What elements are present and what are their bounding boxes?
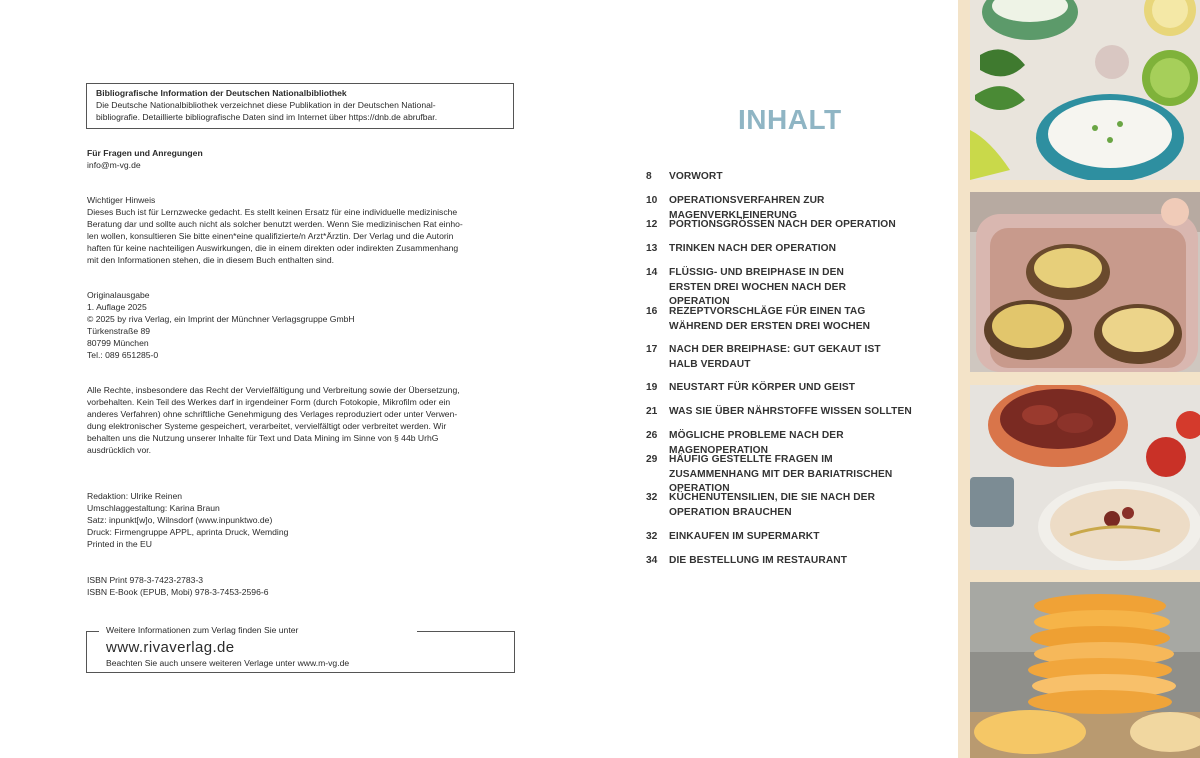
toc-page-number: 21 <box>646 406 658 417</box>
toc-page-number: 32 <box>646 531 658 542</box>
biblio-title: Bibliografische Information der Deutschen Nationalbibliothek <box>96 88 347 98</box>
toc-page-number: 34 <box>646 555 658 566</box>
tomato-dip-photo <box>970 385 1200 570</box>
toc-page-number: 10 <box>646 195 658 206</box>
toc-page-number: 13 <box>646 243 658 254</box>
toc-entry-title: KÜCHENUTENSILIEN, DIE SIE NACH DER OPERATION BRAUCHEN <box>669 492 876 518</box>
edition-line: 80799 München <box>87 337 149 348</box>
notice-line: Dieses Buch ist für Lernzwecke gedacht. Es stellt keinen Ersatz für eine individuelle medizinische <box>87 206 458 217</box>
info-caption: Weitere Informationen zum Verlag finden Sie unter <box>106 625 299 635</box>
biblio-line: Die Deutsche Nationalbibliothek verzeichnet diese Publikation in der Deutschen National- <box>96 99 436 110</box>
toc-page-number: 19 <box>646 382 658 393</box>
credits-line: Satz: inpunkt[w]o, Wilnsdorf (www.inpunktwo.de) <box>87 514 273 525</box>
credits-line: Umschlaggestaltung: Karina Braun <box>87 502 220 513</box>
notice-line: mit den Informationen stehen, die in diesem Buch enthalten sind. <box>87 254 334 265</box>
toc-entry-title: DIE BESTELLUNG IM RESTAURANT <box>669 555 848 566</box>
notice-title: Wichtiger Hinweis <box>87 195 156 205</box>
credits-line: Redaktion: Ulrike Reinen <box>87 491 183 501</box>
credits-block <box>87 491 514 551</box>
dip-bowl-photo <box>970 0 1200 180</box>
edition-line: Türkenstraße 89 <box>87 325 151 336</box>
notice-line: Beratung dar und sollte auch nicht als solcher benutzt werden. Wenn Sie medizinischen Rat einho- <box>87 218 463 229</box>
edition-line: Tel.: 089 651285-0 <box>87 349 159 360</box>
contact-block <box>87 148 514 172</box>
photo-strip <box>958 0 1200 758</box>
toc-entry-title: NACH DER BREIPHASE: GUT GEKAUT IST HALB VERDAUT <box>669 344 881 370</box>
toc-entry-title: HÄUFIG GESTELLTE FRAGEN IM ZUSAMMENHANG MIT DER BARIATRISCHEN OPERATION <box>669 454 893 494</box>
info-note: Beachten Sie auch unsere weiteren Verlage unter www.m-vg.de <box>106 658 350 668</box>
toc-entry-title: EINKAUFEN IM SUPERMARKT <box>669 531 820 542</box>
toc-page-number: 12 <box>646 219 658 230</box>
contact-title: Für Fragen und Anregungen <box>87 148 203 158</box>
baked-toast-photo <box>970 192 1200 372</box>
toc-entry-title: OPERATIONSVERFAHREN ZUR MAGENVERKLEINERUNG <box>669 195 825 221</box>
cheese-crisps-photo <box>970 582 1200 758</box>
contact-email: info@m-vg.de <box>87 159 141 170</box>
toc-page-number: 8 <box>646 171 652 182</box>
toc-page-number: 29 <box>646 454 658 465</box>
toc-entry-title: VORWORT <box>669 171 723 182</box>
toc-page-number: 16 <box>646 306 658 317</box>
edition-line: © 2025 by riva Verlag, ein Imprint der Münchner Verlagsgruppe GmbH <box>87 313 355 324</box>
publisher-url[interactable]: www.rivaverlag.de <box>106 639 235 656</box>
rights-line: Alle Rechte, insbesondere das Recht der Vervielfältigung und Verbreitung sowie der Übersetzung, <box>87 385 460 395</box>
toc-page-number: 17 <box>646 344 658 355</box>
notice-line: haften für keine nachteiligen Auswirkungen, die in einem direkten oder indirekten Zusammenhang <box>87 242 459 253</box>
toc-entry-title: REZEPTVORSCHLÄGE FÜR EINEN TAG WÄHREND DER ERSTEN DREI WOCHEN <box>669 306 871 332</box>
toc-heading: INHALT <box>738 104 842 135</box>
credits-line: Druck: Firmengruppe APPL, aprinta Druck, Wemding <box>87 526 289 537</box>
isbn-block <box>87 575 514 599</box>
rights-block <box>87 385 514 456</box>
toc-entry-title: NEUSTART FÜR KÖRPER UND GEIST <box>669 382 856 393</box>
rights-line: vorbehalten. Kein Teil des Werkes darf in irgendeiner Form (durch Fotokopie, Mikrofilm oder ein <box>87 396 451 407</box>
notice-block <box>87 195 514 266</box>
toc-entry-title: WAS SIE ÜBER NÄHRSTOFFE WISSEN SOLLTEN <box>669 406 912 417</box>
toc-page-number: 32 <box>646 492 658 503</box>
biblio-line: bibliografie. Detaillierte bibliografische Daten sind im Internet über https://dnb.de abrufbar. <box>96 111 438 122</box>
isbn-ebook: ISBN E-Book (EPUB, Mobi) 978-3-7453-2596-6 <box>87 586 269 597</box>
credits-line: Printed in the EU <box>87 538 152 549</box>
toc-entry-title: TRINKEN NACH DER OPERATION <box>669 243 837 254</box>
edition-line: Originalausgabe <box>87 290 150 300</box>
isbn-print: ISBN Print 978-3-7423-2783-3 <box>87 575 204 585</box>
rights-line: behalten uns die Nutzung unserer Inhalte für Text und Data Mining im Sinne von § 44b UrhG <box>87 432 439 443</box>
toc-entry-title: PORTIONSGRÖSSEN NACH DER OPERATION <box>669 219 896 230</box>
toc-page-number: 26 <box>646 430 658 441</box>
rights-line: anderes Verfahren) ohne schriftliche Genehmigung des Verlages reproduziert oder unter Verwen- <box>87 408 458 419</box>
rights-line: ausdrücklich vor. <box>87 444 152 455</box>
toc-entry-title: MÖGLICHE PROBLEME NACH DER MAGENOPERATION <box>669 430 844 456</box>
toc-entry-title: FLÜSSIG- UND BREIPHASE IN DEN ERSTEN DREI WOCHEN NACH DER OPERATION <box>669 267 847 307</box>
toc-page-number: 14 <box>646 267 658 278</box>
publisher-info-box <box>86 625 515 673</box>
edition-line: 1. Auflage 2025 <box>87 301 147 312</box>
bibliographic-info-box <box>86 83 514 129</box>
edition-block <box>87 290 514 361</box>
rights-line: dung elektronischer Systeme gespeichert, verarbeitet, vervielfältigt oder verbreitet werden. Wir <box>87 420 447 431</box>
notice-line: len wollen, konsultieren Sie bitte einen*eine qualifizierte/n Arzt*Ärztin. Der Verlag und die Autorin <box>87 230 454 241</box>
